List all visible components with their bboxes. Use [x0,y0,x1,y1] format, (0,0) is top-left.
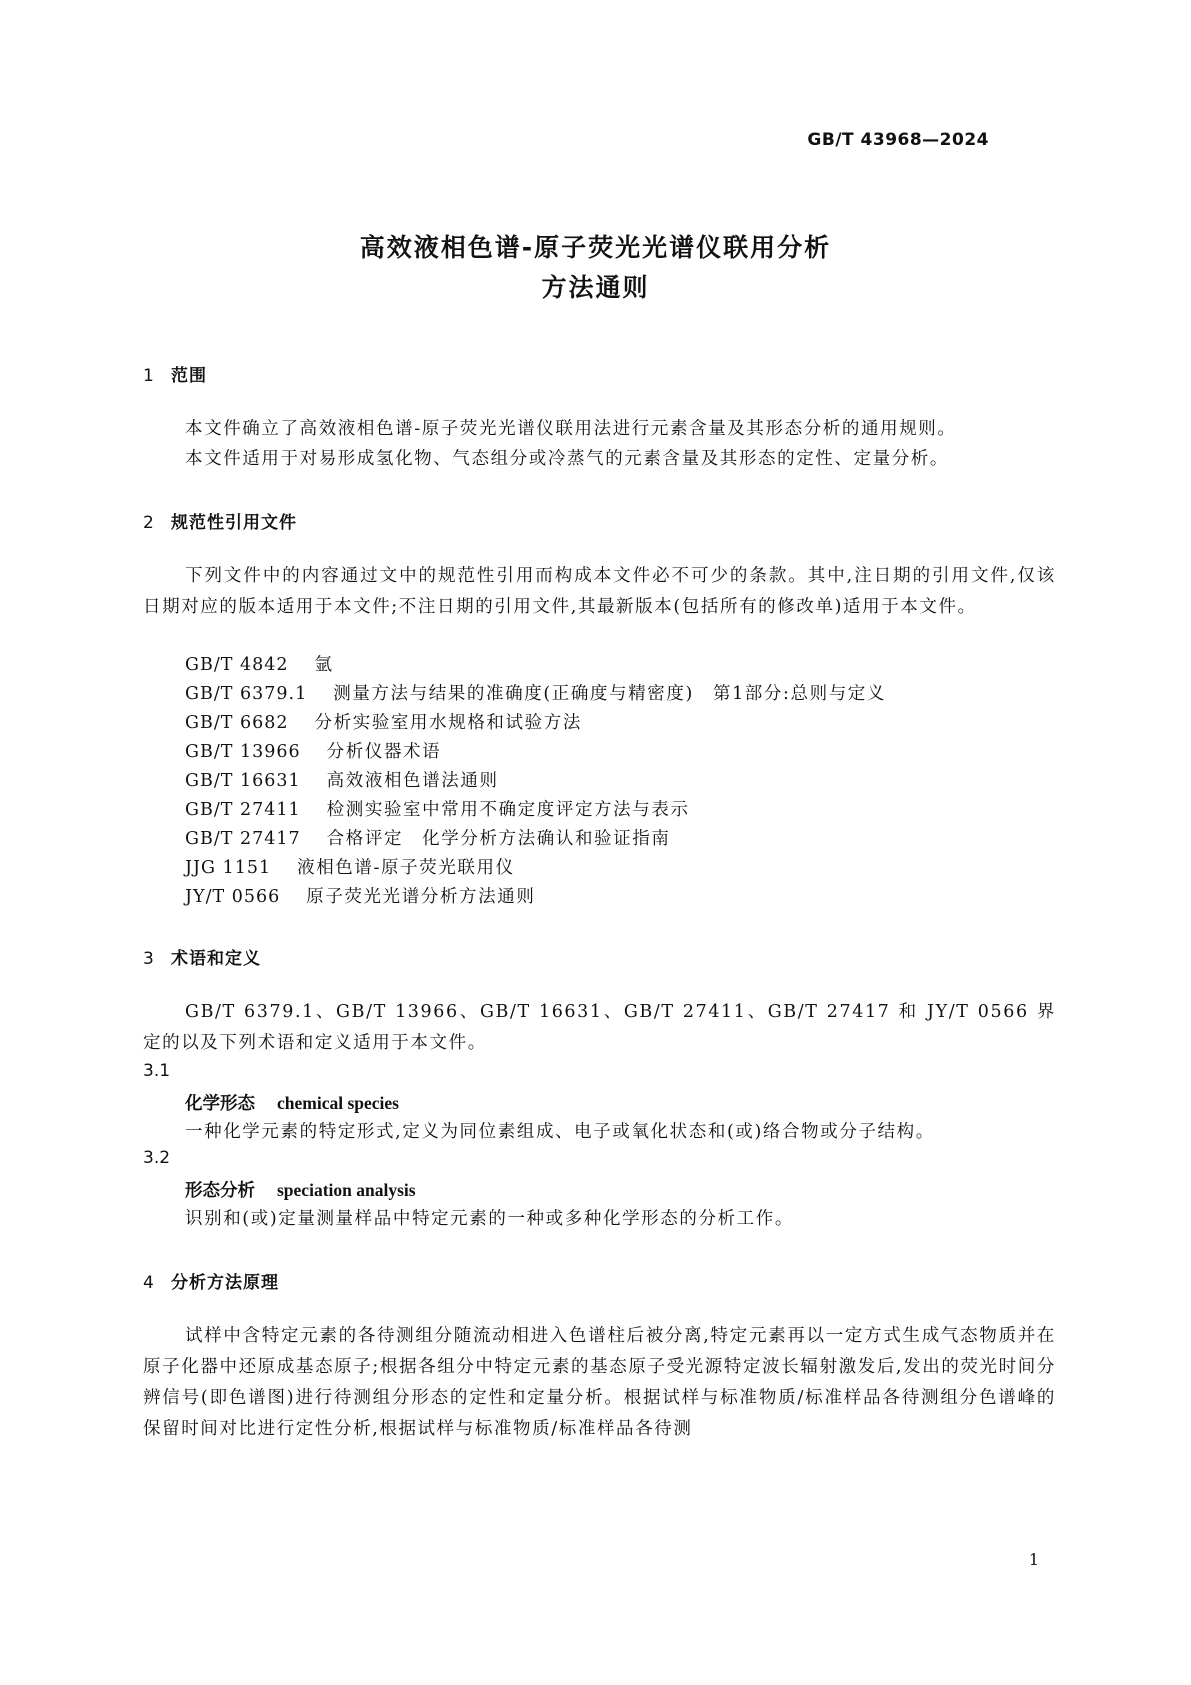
reference-item [185,651,334,676]
reference-title: 氩 [314,655,334,675]
section-title: 术语和定义 [171,949,261,969]
term-definition: 一种化学元素的特定形式,定义为同位素组成、电子或氧化状态和(或)络合物或分子结构。 [185,1122,935,1142]
reference-title: 高效液相色谱法通则 [326,771,499,791]
reference-item [185,883,535,908]
section-title: 规范性引用文件 [171,513,297,533]
section-3-heading [143,944,261,969]
reference-item [185,709,582,734]
reference-item [185,825,670,850]
section-2-intro: 下列文件中的内容通过文中的规范性引用而构成本文件必不可少的条款。其中,注日期的引用文件,仅该日期对应的版本适用于本文件;不注日期的引用文件,其最新版本(包括所有的修改单)适用于本文件。 [143,566,1056,617]
term-entry [185,1090,399,1115]
reference-title: 原子荧光光谱分析方法通则 [306,887,536,907]
document-number: GB/T 43968—2024 [807,130,989,150]
section-3-intro: GB/T 6379.1、GB/T 13966、GB/T 16631、GB/T 27411、GB/T 27417 和 JY/T 0566 界定的以及下列术语和定义适用于本文件。 [143,1002,1056,1053]
section-title: 分析方法原理 [171,1273,279,1293]
reference-title: 液相色谱-原子荧光联用仪 [297,858,515,878]
term-en: speciation analysis [277,1180,416,1200]
reference-item [185,767,499,792]
reference-code: GB/T 13966 [185,742,301,762]
reference-title: 检测实验室中常用不确定度评定方法与表示 [326,800,690,820]
section-4-paragraph-1: 试样中含特定元素的各待测组分随流动相进入色谱柱后被分离,特定元素再以一定方式生成气态物质并在原子化器中还原成基态原子;根据各组分中特定元素的基态原子受光源特定波长辐射激发后,发出的荧光时间分辨信号(即色谱图)进行待测组分形态的定性和定量分析。根据试样与标准物质/标准样品各待测组分色谱峰的保留时间对比进行定性分析,根据试样与标准物质/标准样品各待测 [143,1326,1056,1439]
reference-title: 分析实验室用水规格和试验方法 [314,713,582,733]
reference-title: 合格评定 化学分析方法确认和验证指南 [326,829,671,849]
reference-title: 分析仪器术语 [326,742,442,762]
reference-code: GB/T 27411 [185,800,301,820]
section-number: 3 [143,949,155,969]
section-1-heading [143,361,207,386]
reference-code: GB/T 4842 [185,655,289,675]
title-line-2: 方法通则 [541,273,650,302]
section-1-paragraph-2: 本文件适用于对易形成氢化物、气态组分或冷蒸气的元素含量及其形态的定性、定量分析。 [185,449,949,469]
term-entry [185,1177,416,1202]
term-zh: 形态分析 [185,1181,255,1201]
reference-item [185,796,690,821]
title-line-1: 高效液相色谱-原子荧光光谱仪联用分析 [359,233,832,262]
reference-title: 测量方法与结果的准确度(正确度与精密度) 第1部分:总则与定义 [333,684,887,704]
reference-code: JY/T 0566 [185,887,281,907]
reference-item [185,738,441,763]
term-definition: 识别和(或)定量测量样品中特定元素的一种或多种化学形态的分析工作。 [185,1209,794,1229]
term-number: 3.1 [143,1061,171,1081]
section-1-paragraph-1: 本文件确立了高效液相色谱-原子荧光光谱仪联用法进行元素含量及其形态分析的通用规则。 [185,419,957,439]
term-en: chemical species [277,1093,399,1113]
reference-code: GB/T 16631 [185,771,301,791]
section-number: 2 [143,513,155,533]
section-number: 4 [143,1273,155,1293]
section-4-heading [143,1268,279,1293]
reference-item [185,680,886,705]
section-number: 1 [143,366,155,386]
reference-code: GB/T 27417 [185,829,301,849]
reference-code: GB/T 6379.1 [185,684,308,704]
page-number: 1 [1028,1550,1039,1569]
reference-item [185,854,515,879]
reference-code: JJG 1151 [185,858,272,878]
section-2-heading [143,508,297,533]
term-zh: 化学形态 [185,1094,255,1114]
term-number: 3.2 [143,1148,171,1168]
reference-code: GB/T 6682 [185,713,289,733]
section-title: 范围 [171,366,207,386]
